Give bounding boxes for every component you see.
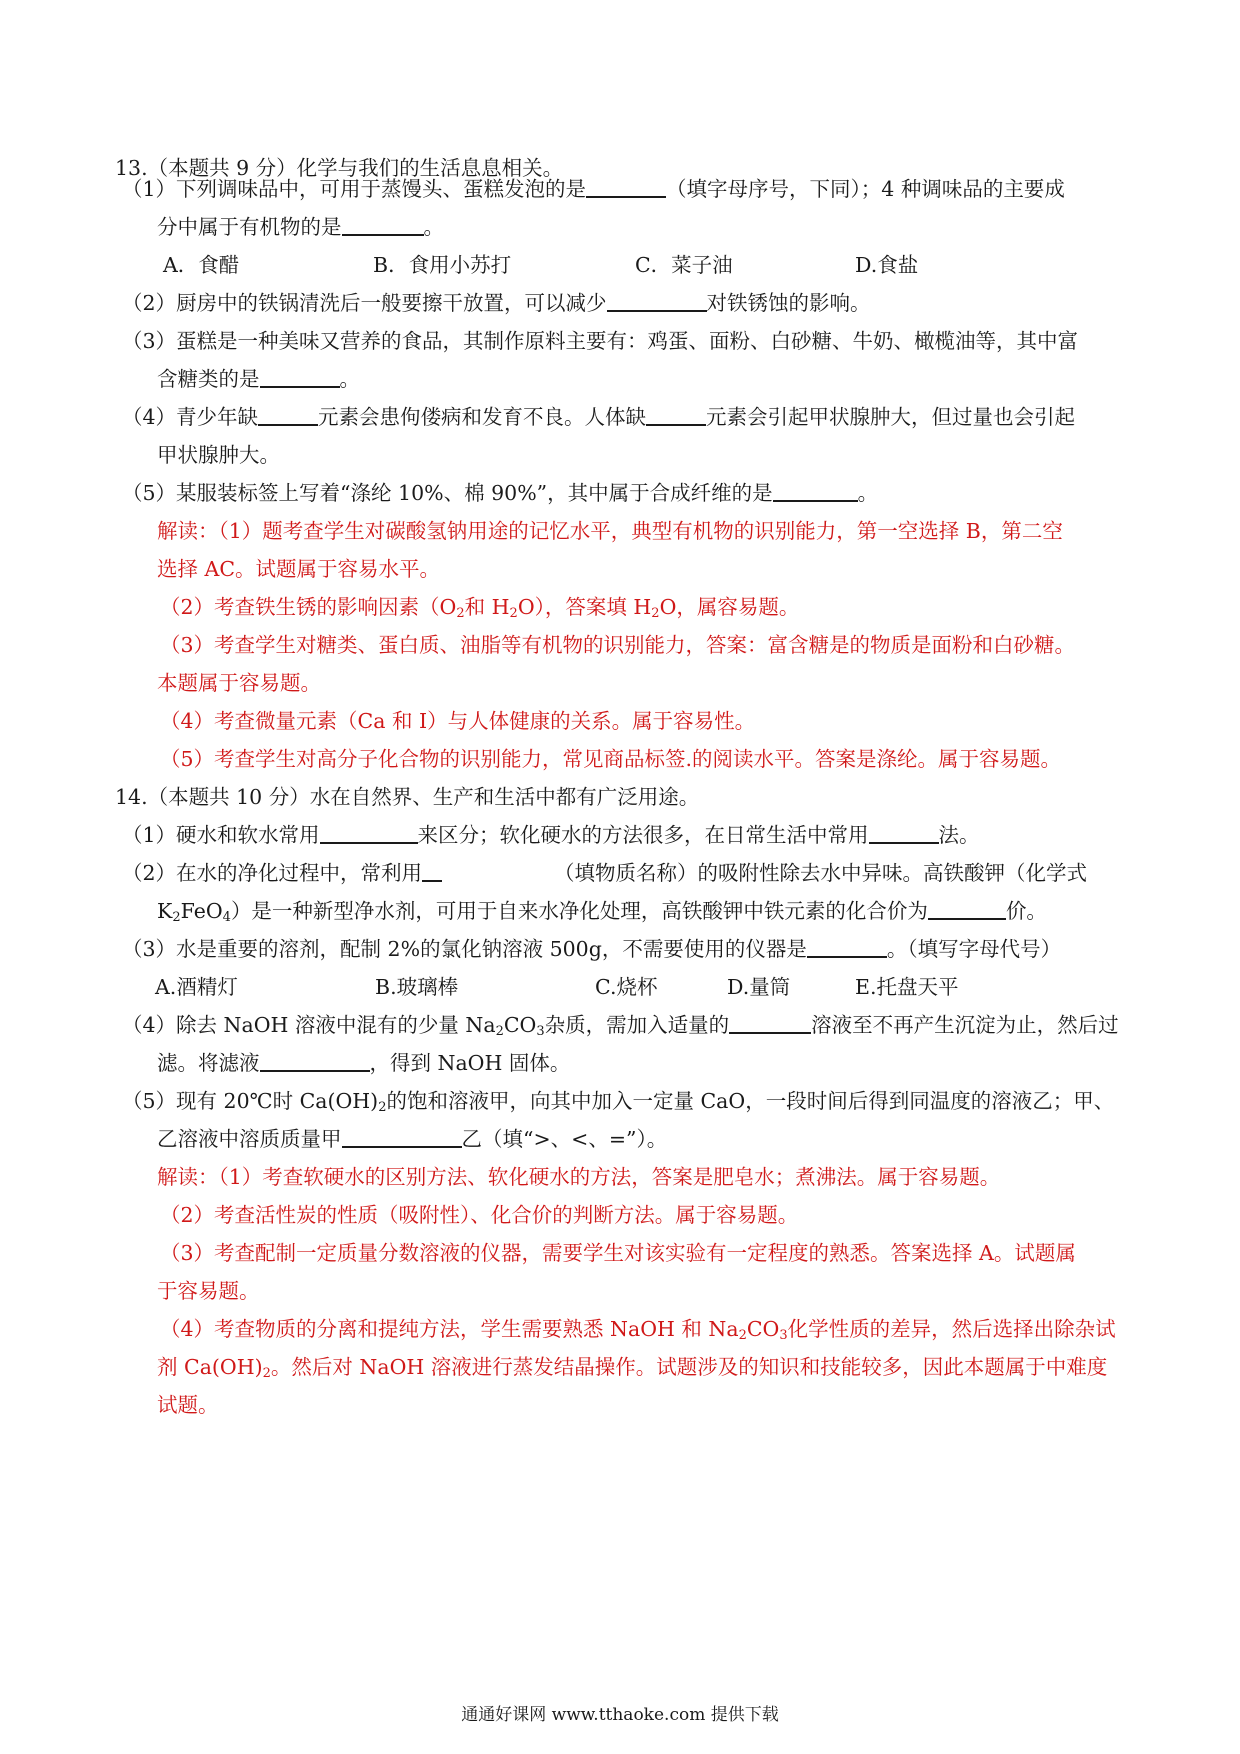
q14-answer-4b [157, 1352, 1107, 1382]
q13-answer-3 [160, 630, 1075, 660]
q14-p5-sub: 2 [378, 1100, 387, 1115]
q14-p2-formula-sub2: 4 [222, 910, 231, 925]
q14-answer-2 [160, 1200, 798, 1230]
q13-answer-3b [157, 668, 321, 698]
q14-p5-text-a: （5）现有 20℃时 Ca(OH) [122, 1089, 379, 1113]
q13-p1-blank-2[interactable] [342, 212, 424, 236]
q14-answer-3b [157, 1276, 260, 1306]
q13-p5-text-a: （5）某服装标签上写着“涤纶 10%、棉 90%”，其中属于合成纤维的是 [122, 481, 773, 505]
q14-p4-formula-co: CO [503, 1013, 537, 1037]
q13-p3-blank[interactable] [260, 364, 340, 388]
q13-p1-blank-1[interactable] [586, 174, 666, 198]
q13-answer-2-sub1: 2 [456, 606, 465, 621]
q14-p1-text-a: （1）硬水和软水常用 [122, 823, 320, 847]
q14-option-a: A.酒精灯 [155, 975, 238, 999]
q13-part1-line1 [122, 174, 1065, 204]
q13-answer-5 [160, 744, 1061, 774]
q14-option-d: D.量筒 [727, 975, 791, 999]
q13-p5-text-b: 。 [857, 481, 879, 505]
q14-p4-text-b: 杂质，需加入适量的 [544, 1013, 730, 1037]
q14-p4-text-c: 溶液至不再产生沉淀为止，然后过 [811, 1013, 1119, 1037]
q14-options [0, 972, 1240, 1002]
footer-text: 通通好课网 www.tthaoke.com 提供下载 [461, 1705, 779, 1725]
q14-p3-text-b: 。（填写字母代号） [886, 937, 1062, 961]
q13-option-d: D.食盐 [855, 253, 919, 277]
q14-p4-text-a: （4）除去 NaOH 溶液中混有的少量 Na [122, 1013, 496, 1037]
q13-p4-text-a: （4）青少年缺 [122, 405, 259, 429]
q13-answer-4 [160, 706, 755, 736]
q13-title-text: 13.（本题共 9 分）化学与我们的生活息息相关。 [115, 156, 564, 180]
q13-option-a: A．食醋 [163, 253, 240, 277]
q13-answer-1b [157, 554, 440, 584]
q13-p4-text-c: 元素会引起甲状腺肿大，但过量也会引起 [706, 405, 1076, 429]
q14-p3-blank[interactable] [807, 934, 887, 958]
q14-p1-text-c: 法。 [938, 823, 980, 847]
q14-p2-blank-2[interactable] [928, 896, 1006, 920]
q13-p3-text-a: （3）蛋糕是一种美味又营养的食品，其制作原料主要有：鸡蛋、面粉、白砂糖、牛奶、橄榄油等，其中富 [122, 329, 1079, 353]
q13-answer-2-b: 和 H [464, 595, 510, 619]
q14-p2-text-d: 价。 [1005, 899, 1047, 923]
q14-p5-text-c: 乙溶液中溶质质量甲 [157, 1127, 342, 1151]
q14-answer-2-text: （2）考查活性炭的性质（吸附性）、化合价的判断方法。属于容易题。 [160, 1203, 799, 1227]
q14-part4-line1 [122, 1010, 1119, 1040]
q13-p2-text-b: 对铁锈蚀的影响。 [706, 291, 871, 315]
q14-p1-text-b: 来区分；软化硬水的方法很多，在日常生活中常用 [417, 823, 869, 847]
q13-answer-5-text: （5）考查学生对高分子化合物的识别能力，常见商品标签.的阅读水平。答案是涤纶。属于容易题。 [160, 747, 1062, 771]
q13-option-b: B．食用小苏打 [373, 253, 512, 277]
q14-answer-3-text: （3）考查配制一定质量分数溶液的仪器，需要学生对该实验有一定程度的熟悉。答案选择 A。试题属 [160, 1241, 1076, 1265]
q13-option-c: C．菜子油 [635, 253, 733, 277]
q13-answer-2-d: O，属容易题。 [659, 595, 800, 619]
q13-part5 [122, 478, 878, 508]
q13-p3-text-c: 。 [339, 367, 360, 391]
q14-p5-text-d: 乙（填“>、<、=”）。 [461, 1127, 668, 1151]
q13-p4-blank-1[interactable] [258, 402, 318, 426]
q14-p3-text-a: （3）水是重要的溶剂，配制 2%的氯化钠溶液 500g，不需要使用的仪器是 [122, 937, 807, 961]
q14-part5-line1 [122, 1086, 1114, 1116]
q14-answer-3b-text: 于容易题。 [157, 1279, 260, 1303]
q13-part1-line2 [157, 212, 444, 242]
q13-p1-text-a: （1）下列调味品中，可用于蒸馒头、蛋糕发泡的是 [122, 177, 587, 201]
q14-p5-blank[interactable] [342, 1124, 462, 1148]
q13-part4-line1 [122, 402, 1075, 432]
q14-part2-line2 [157, 896, 1047, 926]
q13-answer-2-a: （2）考查铁生锈的影响因素（O [160, 595, 457, 619]
q14-p2-blank-1[interactable] [422, 858, 442, 882]
q14-answer-4b-b: 。然后对 NaOH 溶液进行蒸发结晶操作。试题涉及的知识和技能较多，因此本题属于中难度 [270, 1355, 1108, 1379]
q14-option-c: C.烧杯 [595, 975, 658, 999]
q13-answer-2-c: O），答案填 H [517, 595, 652, 619]
q14-p1-blank-2[interactable] [869, 820, 939, 844]
q14-option-b: B.玻璃棒 [375, 975, 459, 999]
q14-answer-4-b: CO [746, 1317, 780, 1341]
q14-answer-4-a: （4）考查物质的分离和提纯方法，学生需要熟悉 NaOH 和 Na [160, 1317, 739, 1341]
q13-p3-text-b: 含糖类的是 [157, 367, 260, 391]
q14-answer-4-c: 化学性质的差异，然后选择出除杂试 [787, 1317, 1116, 1341]
q13-answer-4-text: （4）考查微量元素（Ca 和 I）与人体健康的关系。属于容易性。 [160, 709, 756, 733]
q14-answer-1-text: 解读：（1）考查软硬水的区别方法、软化硬水的方法，答案是肥皂水；煮沸法。属于容易题。 [157, 1165, 1001, 1189]
q13-p2-text-a: （2）厨房中的铁锅清洗后一般要擦干放置，可以减少 [122, 291, 607, 315]
page-footer [0, 1703, 1240, 1727]
q13-answer-2-sub3: 2 [651, 606, 660, 621]
q13-p1-text-b: （填字母序号，下同）；4 种调味品的主要成 [666, 177, 1065, 201]
q13-p5-blank[interactable] [773, 478, 858, 502]
q14-p2-text-b: （填物质名称）的吸附性除去水中异味。高铁酸钾（化学式 [554, 861, 1088, 885]
q13-p1-text-d: 。 [423, 215, 444, 239]
q14-p4-text-e: ，得到 NaOH 固体。 [369, 1051, 571, 1075]
q14-part4-line2 [157, 1048, 570, 1078]
q13-answer-2 [160, 592, 799, 622]
q14-p4-blank-1[interactable] [729, 1010, 811, 1034]
q14-answer-1 [157, 1162, 1000, 1192]
q14-title [115, 782, 699, 812]
q13-answer-1 [157, 516, 1063, 546]
q14-part5-line2 [157, 1124, 667, 1154]
q13-answer-1-text: 解读：（1）题考查学生对碳酸氢钠用途的记忆水平，典型有机物的识别能力，第一空选择 B，第二空 [157, 519, 1063, 543]
q13-options [0, 250, 1240, 280]
q14-p2-text-c: ）是一种新型净水剂，可用于自来水净化处理，高铁酸钾中铁元素的化合价为 [230, 899, 928, 923]
q14-part2-line1 [122, 858, 1087, 888]
q14-answer-3 [160, 1238, 1076, 1268]
q14-p4-text-d: 滤。将滤液 [157, 1051, 260, 1075]
q14-answer-4c [157, 1390, 219, 1420]
q14-p2-formula-sub1: 2 [172, 910, 181, 925]
q14-answer-4 [160, 1314, 1116, 1344]
q13-part2 [122, 288, 871, 318]
q13-answer-3-text: （3）考查学生对糖类、蛋白质、油脂等有机物的识别能力，答案：富含糖是的物质是面粉和白砂糖。 [160, 633, 1076, 657]
q14-part3 [122, 934, 1061, 964]
q14-p2-formula-feo: FeO [180, 899, 223, 923]
q14-answer-4-sub2: 3 [779, 1328, 788, 1343]
q13-p4-text-b: 元素会患佝偻病和发育不良。人体缺 [318, 405, 647, 429]
q14-p1-blank-1[interactable] [320, 820, 418, 844]
q14-answer-4-sub1: 2 [738, 1328, 747, 1343]
q14-answer-4b-a: 剂 Ca(OH) [157, 1355, 263, 1379]
q13-part4-line2 [157, 440, 280, 470]
q13-p1-text-c: 分中属于有机物的是 [157, 215, 342, 239]
q14-title-text: 14.（本题共 10 分）水在自然界、生产和生活中都有广泛用途。 [115, 785, 700, 809]
q14-p2-text-a: （2）在水的净化过程中，常利用 [122, 861, 423, 885]
q14-p4-blank-2[interactable] [260, 1048, 370, 1072]
q14-p4-sub2: 3 [536, 1024, 545, 1039]
q14-p5-text-b: 的饱和溶液甲，向其中加入一定量 CaO，一段时间后得到同温度的溶液乙；甲、 [386, 1089, 1115, 1113]
q13-p2-blank[interactable] [607, 288, 707, 312]
q13-answer-1b-text: 选择 AC。试题属于容易水平。 [157, 557, 441, 581]
q14-p4-sub1: 2 [495, 1024, 504, 1039]
q14-option-e: E.托盘天平 [855, 975, 959, 999]
q13-p4-blank-2[interactable] [646, 402, 706, 426]
q13-answer-2-sub2: 2 [509, 606, 518, 621]
q13-answer-3b-text: 本题属于容易题。 [157, 671, 321, 695]
q14-answer-4b-sub: 2 [262, 1366, 271, 1381]
q13-part3-line2 [157, 364, 360, 394]
q14-part1 [122, 820, 980, 850]
q13-p4-text-d: 甲状腺肿大。 [157, 443, 280, 467]
q14-answer-4c-text: 试题。 [157, 1393, 219, 1417]
q13-part3-line1 [122, 326, 1078, 356]
q14-p2-formula-k: K [157, 899, 173, 923]
